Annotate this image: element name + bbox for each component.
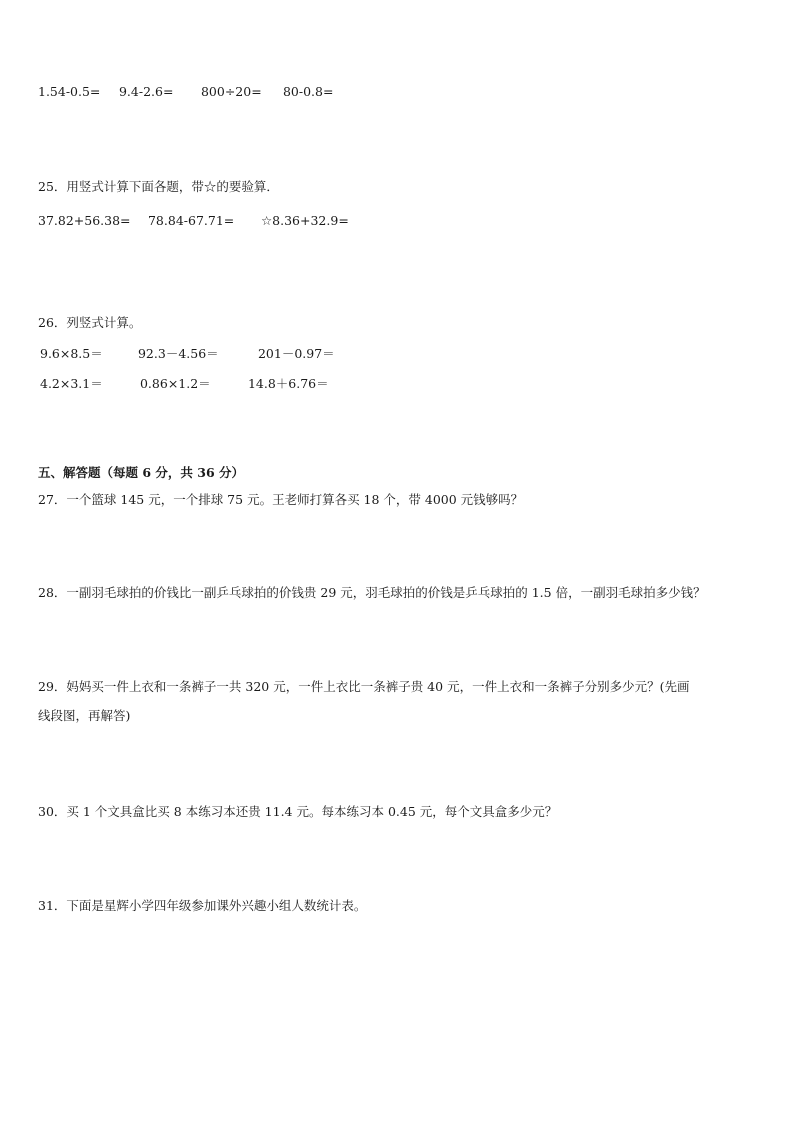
calc-item: 4.2×3.1＝ (40, 376, 103, 391)
calc-item: ☆8.36+32.9= (260, 213, 349, 228)
question-31: 31．下面是星辉小学四年级参加课外兴趣小组人数统计表。 (38, 898, 367, 913)
q26-row-2 (40, 374, 329, 392)
question-30: 30．买 1 个文具盒比买 8 本练习本还贵 11.4 元。每本练习本 0.45 元，每个文具盒多少元？ (38, 804, 558, 819)
section-title: 五、解答题（每题 6 分，共 36 分） (38, 465, 245, 480)
calc-item: 78.84-67.71= (147, 213, 235, 228)
calc-item: 800÷20= (200, 84, 262, 99)
calc-item: 0.86×1.2＝ (139, 376, 211, 391)
calc-item: 14.8＋6.76＝ (247, 376, 329, 391)
calc-item: 80-0.8= (282, 84, 334, 99)
question-27: 27．一个篮球 145 元，一个排球 75 元。王老师打算各买 18 个，带 4000 元钱够吗？ (38, 492, 524, 507)
question-26: 26．列竖式计算。 (38, 315, 142, 330)
question-29-line-2: 线段图，再解答) (38, 708, 131, 723)
question-25: 25．用竖式计算下面各题，带☆的要验算． (38, 179, 279, 194)
calc-item: 201－0.97＝ (257, 346, 335, 361)
calc-item: 9.6×8.5＝ (40, 346, 103, 361)
calc-item: 1.54-0.5= (38, 84, 101, 99)
question-29-line-1: 29．妈妈买一件上衣和一条裤子一共 320 元，一件上衣比一条裤子贵 40 元，一件上衣和一条裤子分别多少元？(先画 (38, 679, 690, 694)
question-28: 28．一副羽毛球拍的价钱比一副乒乓球拍的价钱贵 29 元，羽毛球拍的价钱是乒乓球拍的 1.5 倍，一副羽毛球拍多少钱？ (38, 585, 706, 600)
calc-item: 92.3－4.56＝ (137, 346, 219, 361)
calc-item: 9.4-2.6= (118, 84, 174, 99)
calc-item: 37.82+56.38= (38, 213, 131, 228)
calc-row-1 (38, 84, 333, 99)
q25-items (38, 213, 349, 228)
q26-row-1 (40, 344, 335, 362)
